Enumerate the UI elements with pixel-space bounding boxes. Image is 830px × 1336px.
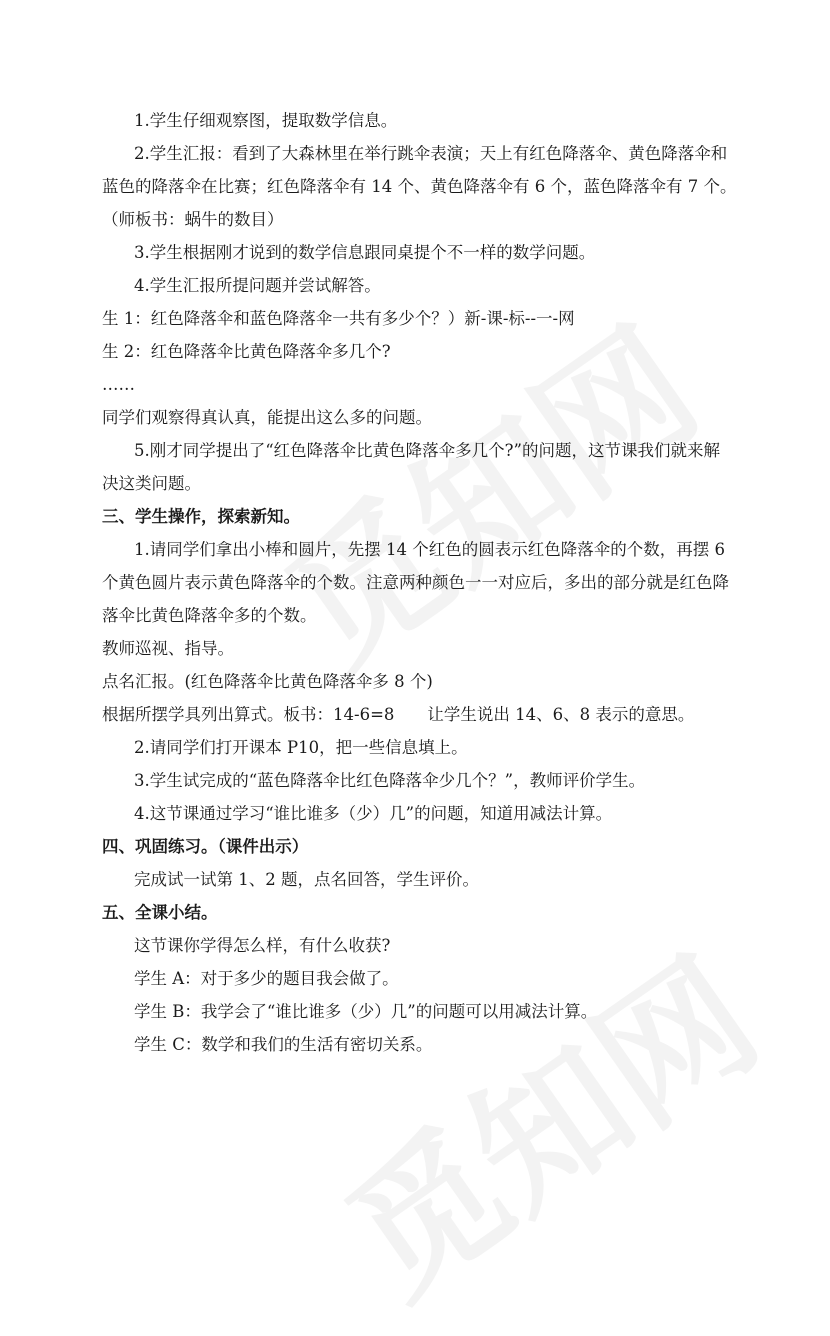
paragraph-line: 点名汇报。(红色降落伞比黄色降落伞多 8 个) [102,672,433,691]
paragraph-line: 1.学生仔细观察图，提取数学信息。 [134,111,398,130]
paragraph-line: 生 1：红色降落伞和蓝色降落伞一共有多少个？）新-课-标--一-网 [102,309,575,328]
paragraph-line: 个黄色圆片表示黄色降落伞的个数。注意两种颜色一一对应后，多出的部分就是红色降 [102,573,729,592]
paragraph-line: 1.请同学们拿出小棒和圆片，先摆 14 个红色的圆表示红色降落伞的个数，再摆 6 [134,540,725,559]
section-heading: 五、全课小结。 [102,903,218,922]
paragraph-line: 2.请同学们打开课本 P10，把一些信息填上。 [134,738,468,757]
paragraph-line: 5.刚才同学提出了“红色降落伞比黄色降落伞多几个?”的问题，这节课我们就来解 [134,441,720,460]
paragraph-line: 蓝色的降落伞在比赛；红色降落伞有 14 个、黄色降落伞有 6 个，蓝色降落伞有 7 个。 [102,177,737,196]
paragraph-line: 学生 B：我学会了“谁比谁多（少）几”的问题可以用减法计算。 [134,1002,598,1021]
paragraph-line: 3.学生根据刚才说到的数学信息跟同桌提个不一样的数学问题。 [134,243,596,262]
paragraph-line: 同学们观察得真认真，能提出这么多的问题。 [102,408,432,427]
paragraph-line: …… [102,375,135,394]
paragraph-line: 生 2：红色降落伞比黄色降落伞多几个? [102,342,391,361]
section-heading: 三、学生操作，探索新知。 [102,507,300,526]
paragraph-line: 4.学生汇报所提问题并尝试解答。 [134,276,381,295]
paragraph-line: 落伞比黄色降落伞多的个数。 [102,606,317,625]
paragraph-line: 根据所摆学具列出算式。板书：14-6=8 让学生说出 14、6、8 表示的意思。 [102,705,695,724]
watermark [299,900,792,1335]
paragraph-line: 教师巡视、指导。 [102,639,234,658]
paragraph-line: 3.学生试完成的“蓝色降落伞比红色降落伞少几个？”，教师评价学生。 [134,771,646,790]
paragraph-line: （师板书：蜗牛的数目） [102,210,284,229]
paragraph-line: 决这类问题。 [102,474,201,493]
paragraph-line: 学生 A：对于多少的题目我会做了。 [134,969,399,988]
section-heading: 四、巩固练习。（课件出示） [102,837,309,856]
paragraph-line: 学生 C：数学和我们的生活有密切关系。 [134,1035,433,1054]
paragraph-line: 完成试一试第 1、2 题，点名回答，学生评价。 [134,870,479,889]
paragraph-line: 2.学生汇报：看到了大森林里在举行跳伞表演；天上有红色降落伞、黄色降落伞和 [134,144,728,163]
paragraph-line: 这节课你学得怎么样，有什么收获? [134,936,391,955]
paragraph-line: 4.这节课通过学习“谁比谁多（少）几”的问题，知道用减法计算。 [134,804,613,823]
